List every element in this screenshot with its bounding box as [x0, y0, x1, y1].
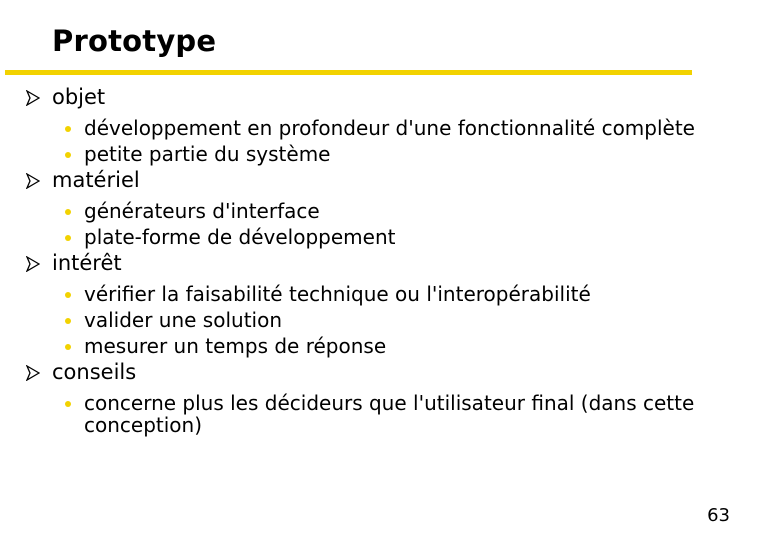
- section-conseils: [0, 357, 780, 388]
- section-label: conseils: [52, 360, 137, 384]
- slide-title: Prototype: [52, 24, 217, 58]
- list-item: vérifier la faisabilité technique ou l'interopérabilité: [0, 283, 780, 305]
- dot-icon: [65, 401, 71, 407]
- dot-icon: [65, 152, 71, 158]
- slide-content: [0, 82, 780, 436]
- dot-icon: [65, 126, 71, 132]
- list-item: concerne plus les décideurs que l'utilisateur final (dans cette conception): [0, 392, 780, 436]
- section-objet: [0, 82, 780, 113]
- dot-icon: [65, 235, 71, 241]
- list-item: mesurer un temps de réponse: [0, 335, 780, 357]
- arrowhead-icon: [26, 173, 40, 189]
- list-item: générateurs d'interface: [0, 200, 780, 222]
- title-underline: [5, 70, 692, 75]
- section-interet: [0, 248, 780, 279]
- list-item: plate-forme de développement: [0, 226, 780, 248]
- arrowhead-icon: [26, 256, 40, 272]
- section-label: matériel: [52, 168, 140, 192]
- arrowhead-icon: [26, 365, 40, 381]
- section-materiel: [0, 165, 780, 196]
- arrowhead-icon: [26, 90, 40, 106]
- dot-icon: [65, 318, 71, 324]
- section-label: objet: [52, 85, 106, 109]
- dot-icon: [65, 209, 71, 215]
- dot-icon: [65, 344, 71, 350]
- page-number: 63: [707, 505, 730, 526]
- list-item: développement en profondeur d'une fonctionnalité complète: [0, 117, 780, 139]
- list-item: petite partie du système: [0, 143, 780, 165]
- section-label: intérêt: [52, 251, 122, 275]
- dot-icon: [65, 292, 71, 298]
- list-item: valider une solution: [0, 309, 780, 331]
